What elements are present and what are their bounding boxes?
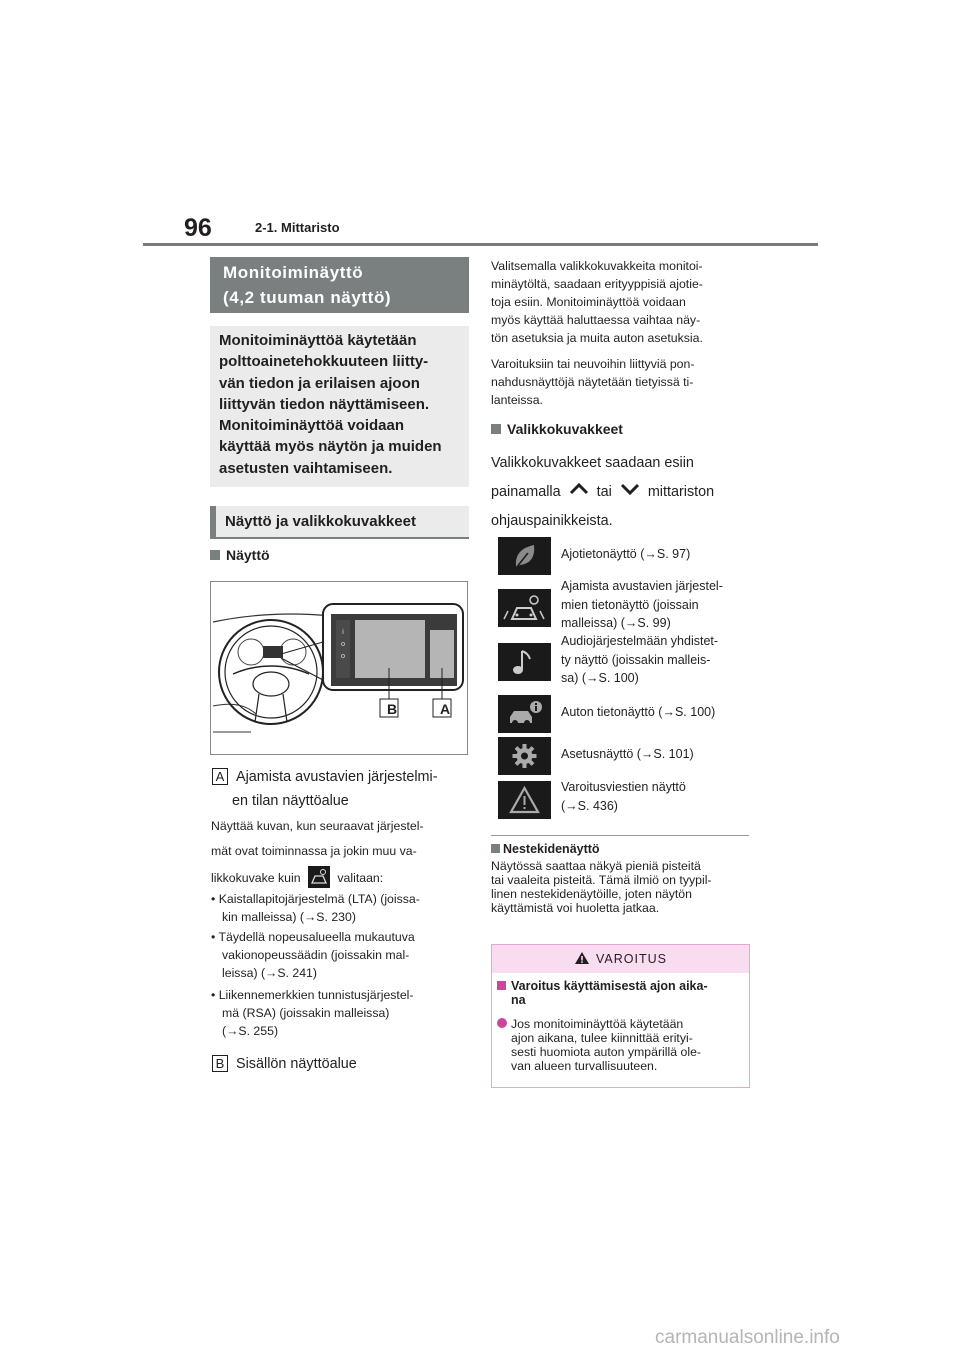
list-line: (→S. 255) [222,1024,279,1038]
item-b-text: Sisällön näyttöalue [236,1056,357,1072]
dashboard-illustration [211,582,467,754]
warning-body [497,1017,701,1073]
bullet-heading-display [210,547,270,563]
list-line: mä (RSA) (joissakin malleissa) [222,1006,390,1020]
svg-text:o: o [340,640,346,648]
list-line: vakionopeussäädin (joissakin mal- [222,948,410,962]
warning-heading [497,979,708,1007]
intro-line: Monitoiminäyttöä voidaan [219,417,405,435]
para-line-3 [211,866,383,888]
title-line-1: Monitoiminäyttö [223,263,364,282]
square-bullet-icon [497,981,506,990]
warning-line: Jos monitoiminäyttöä käytetään [511,1017,684,1031]
lcd-heading [491,842,600,856]
gear-icon [498,737,551,775]
svg-text:i: i [342,628,344,636]
menu-text: ohjauspainikkeista. [491,513,613,529]
intro-line: myös käyttää haluttaessa vaihtaa näy- [491,313,701,327]
lcd-heading-text: Nestekidenäyttö [503,842,600,856]
warning-header [492,945,749,973]
warning-title: VAROITUS [596,952,667,966]
intro-line: toja esiin. Monitoiminäyttöä voidaan [491,295,686,309]
item-a [212,765,438,789]
warning-line: sesti huomiota auton ympärillä ole- [511,1045,702,1059]
menu-item-text: Asetusnäyttö (→S. 101) [561,747,694,761]
menu-instructions [491,449,714,536]
intro-line: nahdusnäyttöjä näytetään tietyissä ti- [491,375,694,389]
menu-item-text [561,632,718,688]
list-line: kin malleissa) (→S. 230) [222,910,356,924]
menu-item-line: sa) (→S. 100) [561,671,639,685]
music-note-icon [498,643,551,681]
lcd-paragraph [491,859,712,915]
menu-item-text [561,778,686,815]
warning-line: ajon aikana, tulee kiinnittää erityi- [511,1031,693,1045]
figure-label-a: A [439,701,451,717]
intro-line: käyttää myös näytön ja muiden [219,438,442,456]
intro-line: lanteissa. [491,393,543,407]
driver-assist-icon [498,589,551,627]
intro-line: vän tiedon ja erilaisen ajoon [219,374,420,392]
leaf-icon [498,537,551,575]
menu-text-line-2 [491,478,714,507]
intro-line: Varoituksiin tai neuvoihin liittyviä pon- [491,357,695,371]
list-line: • Täydellä nopeusalueella mukautuva [211,930,415,944]
list-line: • Kaistallapitojärjestelmä (LTA) (joissa- [211,892,420,906]
svg-text:o: o [340,652,346,660]
lcd-line: linen nestekidenäytöille, joten näytön [491,887,692,901]
warning-box [491,944,750,1088]
dashboard-figure [210,581,468,755]
watermark: carmanualsonline.info [655,1327,840,1348]
warning-heading-text: Varoitus käyttämisestä ajon aika- [511,979,708,993]
menu-item-text: Ajotietonäyttö (→S. 97) [561,547,691,561]
item-b-label: B [212,1055,228,1072]
menu-item-line: (→S. 436) [561,798,618,813]
intro-line: Valitsemalla valikkokuvakkeita monitoi- [491,259,703,273]
item-a-line-2: en tilan näyttöalue [232,793,349,809]
para-line: mät ovat toiminnassa ja jokin muu va- [211,844,417,858]
menu-text: tai [596,484,612,500]
intro-box [210,326,469,487]
menu-item-line: ty näyttö (joissakin malleis- [561,652,711,667]
list-item [211,986,414,1040]
square-bullet-icon [210,550,220,560]
item-b [212,1052,357,1076]
menu-item-text [561,577,723,633]
menu-item-line: malleissa) (→S. 99) [561,616,671,630]
dot-bullet-icon [497,1018,507,1028]
square-bullet-icon [491,844,500,853]
lcd-line: tai vaaleita pisteitä. Tämä ilmiö on tyypil- [491,873,712,887]
warning-triangle-icon [574,951,590,965]
square-bullet-icon [491,424,501,434]
intro-line: tön asetuksia ja muita auton asetuksia. [491,331,703,345]
right-intro-2 [491,355,694,409]
item-a-label: A [212,768,228,785]
bullet-heading-text: Näyttö [226,547,270,563]
page-number: 96 [184,214,212,242]
intro-line: minäytöltä, saadaan erityyppisiä ajotie- [491,277,703,291]
warning-icon [498,781,551,819]
title-line-2: (4,2 tuuman näyttö) [223,288,392,307]
menu-item-line: mien tietonäyttö (joissain [561,597,699,612]
figure-label-b: B [386,701,398,717]
warning-heading-text: na [511,993,526,1007]
bullet-heading-text: Valikkokuvakkeet [507,421,623,437]
para-text: valitaan: [337,871,384,885]
para-line: Näyttää kuvan, kun seuraavat järjestel- [211,819,424,833]
divider [491,835,749,836]
menu-item-text: Auton tietonäyttö (→S. 100) [561,705,716,719]
list-item [211,890,420,926]
section-title: 2-1. Mittaristo [255,220,340,235]
menu-text: painamalla [491,484,561,500]
intro-line: Monitoiminäyttöä käytetään [219,332,417,349]
right-intro [491,257,703,347]
chevron-down-icon [620,483,640,495]
list-line: leissa) (→S. 241) [222,966,317,980]
car-info-icon [498,695,551,733]
lcd-line: käyttämistä voi huoletta jatkaa. [491,901,660,915]
item-a-line-1: Ajamista avustavien järjestelmi- [236,769,438,785]
menu-text: mittariston [647,484,715,500]
para-text: likkokuvake kuin [211,871,301,885]
menu-text: Valikkokuvakkeet saadaan esiin [491,455,694,471]
intro-line: liittyvän tiedon näyttämiseen. [219,395,430,413]
lcd-line: Näytössä saattaa näkyä pieniä pisteitä [491,859,701,873]
menu-item-line: Ajamista avustavien järjestel- [561,579,723,593]
intro-line: asetusten vaihtamiseen. [219,459,393,477]
title-box [210,257,469,313]
intro-line: polttoainetehokkuuteen liitty- [219,353,429,371]
driver-assist-icon [308,866,330,888]
warning-line: van alueen turvallisuuteen. [511,1059,658,1073]
subsection-heading: Näyttö ja valikkokuvakkeet [210,506,469,539]
header-rule [143,243,818,246]
chevron-up-icon [569,483,589,495]
list-item [211,928,415,982]
menu-item-line: Audiojärjestelmään yhdistet- [561,634,719,648]
menu-item-line: Varoitusviestien näyttö [561,780,686,794]
list-line: • Liikennemerkkien tunnistusjärjestel- [211,988,414,1002]
bullet-heading-menu [491,421,623,437]
